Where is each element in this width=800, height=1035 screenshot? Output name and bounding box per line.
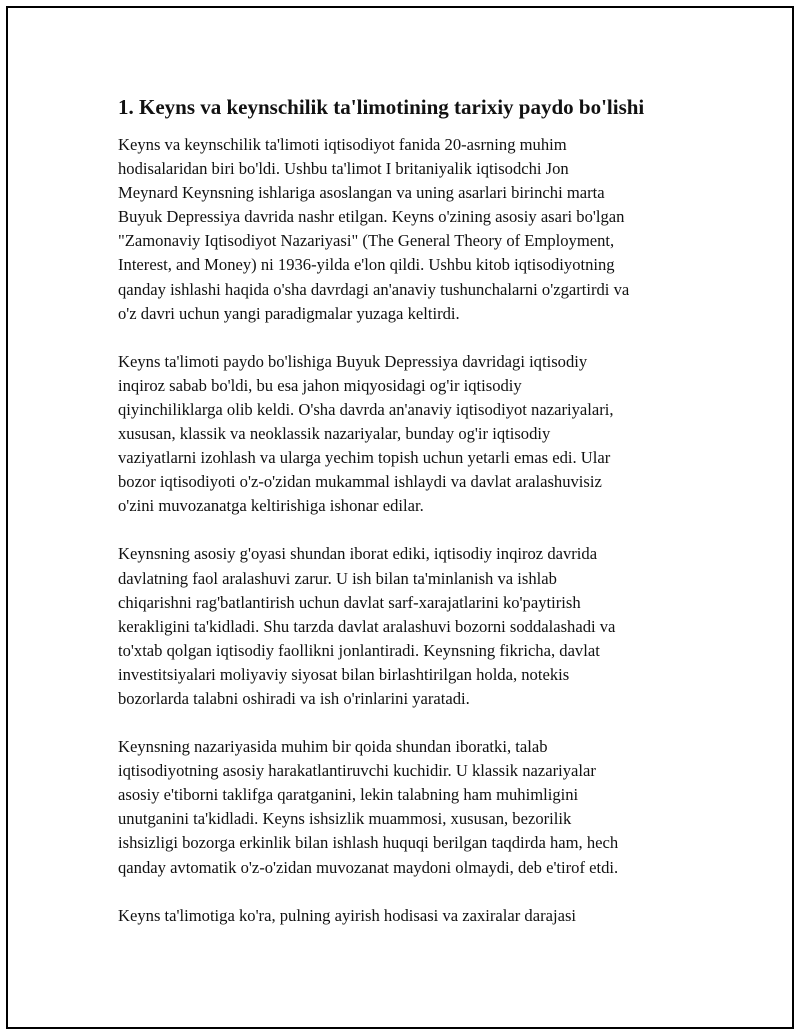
paragraph-line: qanday ishlashi haqida o'sha davrdagi an'anaviy tushunchalarni o'zgartirdi va: [118, 279, 630, 299]
paragraph-line: bozor iqtisodiyoti o'z-o'zidan mukammal ishlaydi va davlat aralashuvisiz: [118, 472, 602, 492]
paragraph-line: Keynsning nazariyasida muhim bir qoida shundan iboratki, talab: [118, 737, 548, 757]
paragraph-line: ishsizligi bozorga erkinlik bilan ishlash huquqi berilgan taqdirda ham, hech: [118, 833, 619, 853]
paragraph-line: o'z davri uchun yangi paradigmalar yuzaga keltirdi.: [118, 303, 460, 323]
paragraph-line: asosiy e'tiborni taklifga qaratganini, lekin talabning ham muhimligini: [118, 785, 579, 805]
paragraph-line: davlatning faol aralashuvi zarur. U ish bilan ta'minlanish va ishlab: [118, 568, 557, 588]
paragraph-line: Keynsning asosiy g'oyasi shundan iborat ediki, iqtisodiy inqiroz davrida: [118, 544, 598, 564]
paragraph-line: iqtisodiyotning asosiy harakatlantiruvchi kuchidir. U klassik nazariyalar: [118, 761, 596, 781]
paragraph: [118, 350, 698, 519]
paragraph: [118, 133, 698, 326]
paragraph-container: [118, 133, 698, 928]
paragraph-line: Buyuk Depressiya davrida nashr etilgan. Keyns o'zining asosiy asari bo'lgan: [118, 207, 625, 227]
section-heading: 1. Keyns va keynschilik ta'limotining tarixiy paydo bo'lishi: [118, 95, 645, 119]
paragraph-line: Keyns va keynschilik ta'limoti iqtisodiyot fanida 20-asrning muhim: [118, 135, 567, 154]
paragraph-line: Keyns ta'limoti paydo bo'lishiga Buyuk Depressiya davridagi iqtisodiy: [118, 351, 588, 371]
paragraph-line: Keyns ta'limotiga ko'ra, pulning ayirish hodisasi va zaxiralar darajasi: [118, 905, 577, 925]
paragraph-line: o'zini muvozanatga keltirishiga ishonar edilar.: [118, 496, 424, 516]
paragraph-line: bozorlarda talabni oshiradi va ish o'rinlarini yaratadi.: [118, 688, 470, 708]
paragraph-line: vaziyatlarni izohlash va ularga yechim topish uchun yetarli emas edi. Ular: [118, 448, 611, 468]
paragraph: [118, 904, 698, 928]
paragraph-line: qiyinchiliklarga olib keldi. O'sha davrda an'anaviy iqtisodiyot nazariyalari,: [118, 399, 614, 419]
paragraph: [118, 542, 698, 711]
paragraph-line: chiqarishni rag'batlantirish uchun davlat sarf-xarajatlarini ko'paytirish: [118, 592, 581, 612]
paragraph-line: unutganini ta'kidladi. Keyns ishsizlik muammosi, xususan, bezorilik: [118, 809, 572, 829]
paragraph-line: xususan, klassik va neoklassik nazariyalar, bunday og'ir iqtisodiy: [118, 424, 551, 444]
paragraph-line: Meynard Keynsning ishlariga asoslangan va uning asarlari birinchi marta: [118, 183, 605, 203]
paragraph-line: to'xtab qolgan iqtisodiy faollikni jonlantiradi. Keynsning fikricha, davlat: [118, 640, 600, 660]
document-body: [118, 94, 698, 952]
paragraph: [118, 735, 698, 880]
paragraph-line: kerakligini ta'kidladi. Shu tarzda davlat aralashuvi bozorni soddalashadi va: [118, 616, 616, 636]
paragraph-line: "Zamonaviy Iqtisodiyot Nazariyasi" (The General Theory of Employment,: [118, 231, 615, 251]
paragraph-line: inqiroz sabab bo'ldi, bu esa jahon miqyosidagi og'ir iqtisodiy: [118, 375, 522, 395]
paragraph-line: qanday avtomatik o'z-o'zidan muvozanat maydoni olmaydi, deb e'tirof etdi.: [118, 857, 619, 877]
paragraph-line: Interest, and Money) ni 1936-yilda e'lon qildi. Ushbu kitob iqtisodiyotning: [118, 255, 615, 275]
paragraph-line: investitsiyalari moliyaviy siyosat bilan birlashtirilgan holda, notekis: [118, 664, 570, 684]
paragraph-line: hodisalaridan biri bo'ldi. Ushbu ta'limot I britaniyalik iqtisodchi Jon: [118, 159, 569, 179]
